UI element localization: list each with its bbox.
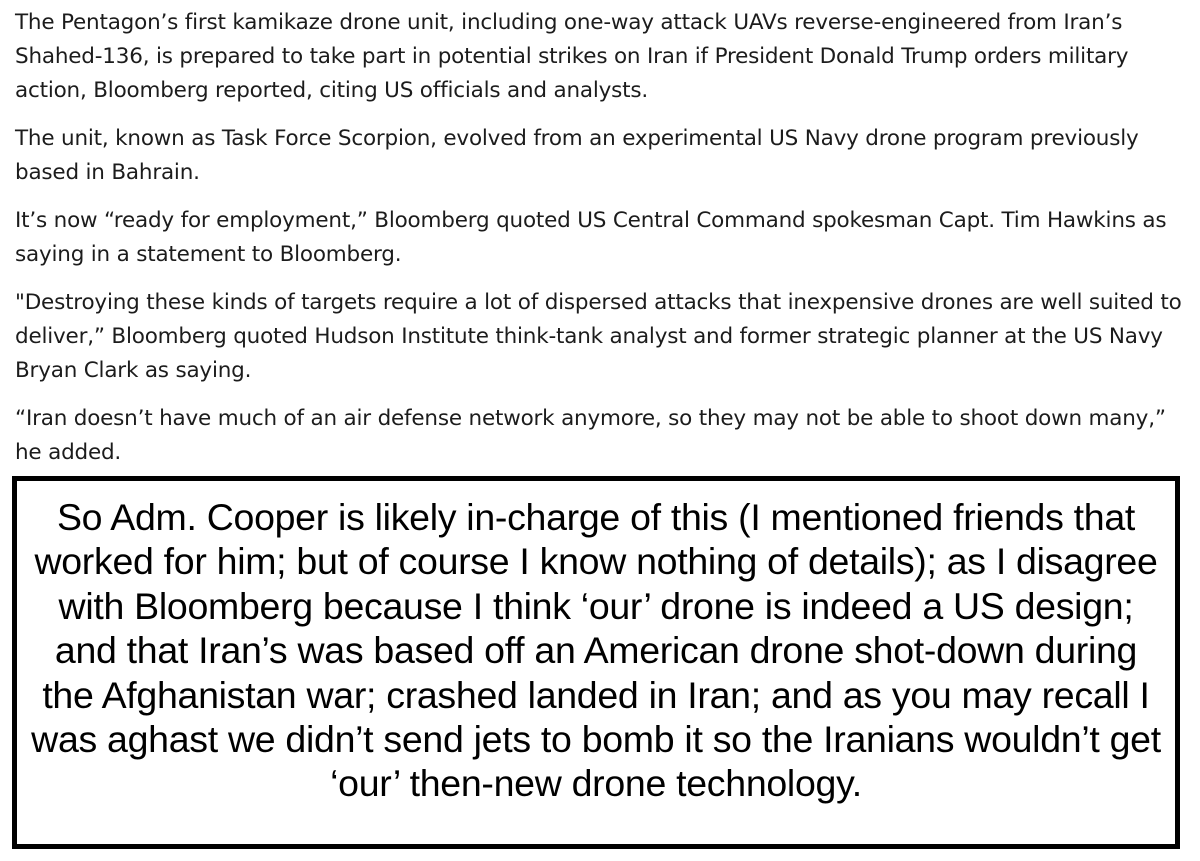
article-excerpt: [15, 6, 1190, 484]
commentary-text: So Adm. Cooper is likely in-charge of this (I mentioned friends that worked for him; but of course I know nothing of details); as I disagree with Bloomberg because I think ‘our’ drone is indeed a US design; and that Iran’s was based off an American drone shot-down during the Afghanistan war; crashed landed in Iran; and as you may recall I was aghast we didn’t send jets to bomb it so the Iranians wouldn’t get ‘our’ then-new drone technology.: [31, 496, 1161, 805]
article-paragraph-2: The unit, known as Task Force Scorpion, evolved from an experimental US Navy drone program previously based in Bahrain.: [15, 126, 1139, 185]
article-paragraph-5: “Iran doesn’t have much of an air defense network anymore, so they may not be able to shoot down many,” he added.: [15, 406, 1166, 465]
article-paragraph-4: "Destroying these kinds of targets require a lot of dispersed attacks that inexpensive drones are well suited to deliver,” Bloomberg quoted Hudson Institute think-tank analyst and former strategic planner at the US Navy Bryan Clark as saying.: [15, 290, 1182, 383]
commentary-box: [12, 476, 1180, 849]
article-paragraph-3: It’s now “ready for employment,” Bloomberg quoted US Central Command spokesman Capt. Tim Hawkins as saying in a statement to Bloomberg.: [15, 208, 1167, 267]
article-paragraph-1: The Pentagon’s first kamikaze drone unit, including one-way attack UAVs reverse-engineered from Iran’s Shahed-136, is prepared to take part in potential strikes on Iran if President Donald Trump orders military action, Bloomberg reported, citing US officials and analysts.: [15, 10, 1129, 103]
